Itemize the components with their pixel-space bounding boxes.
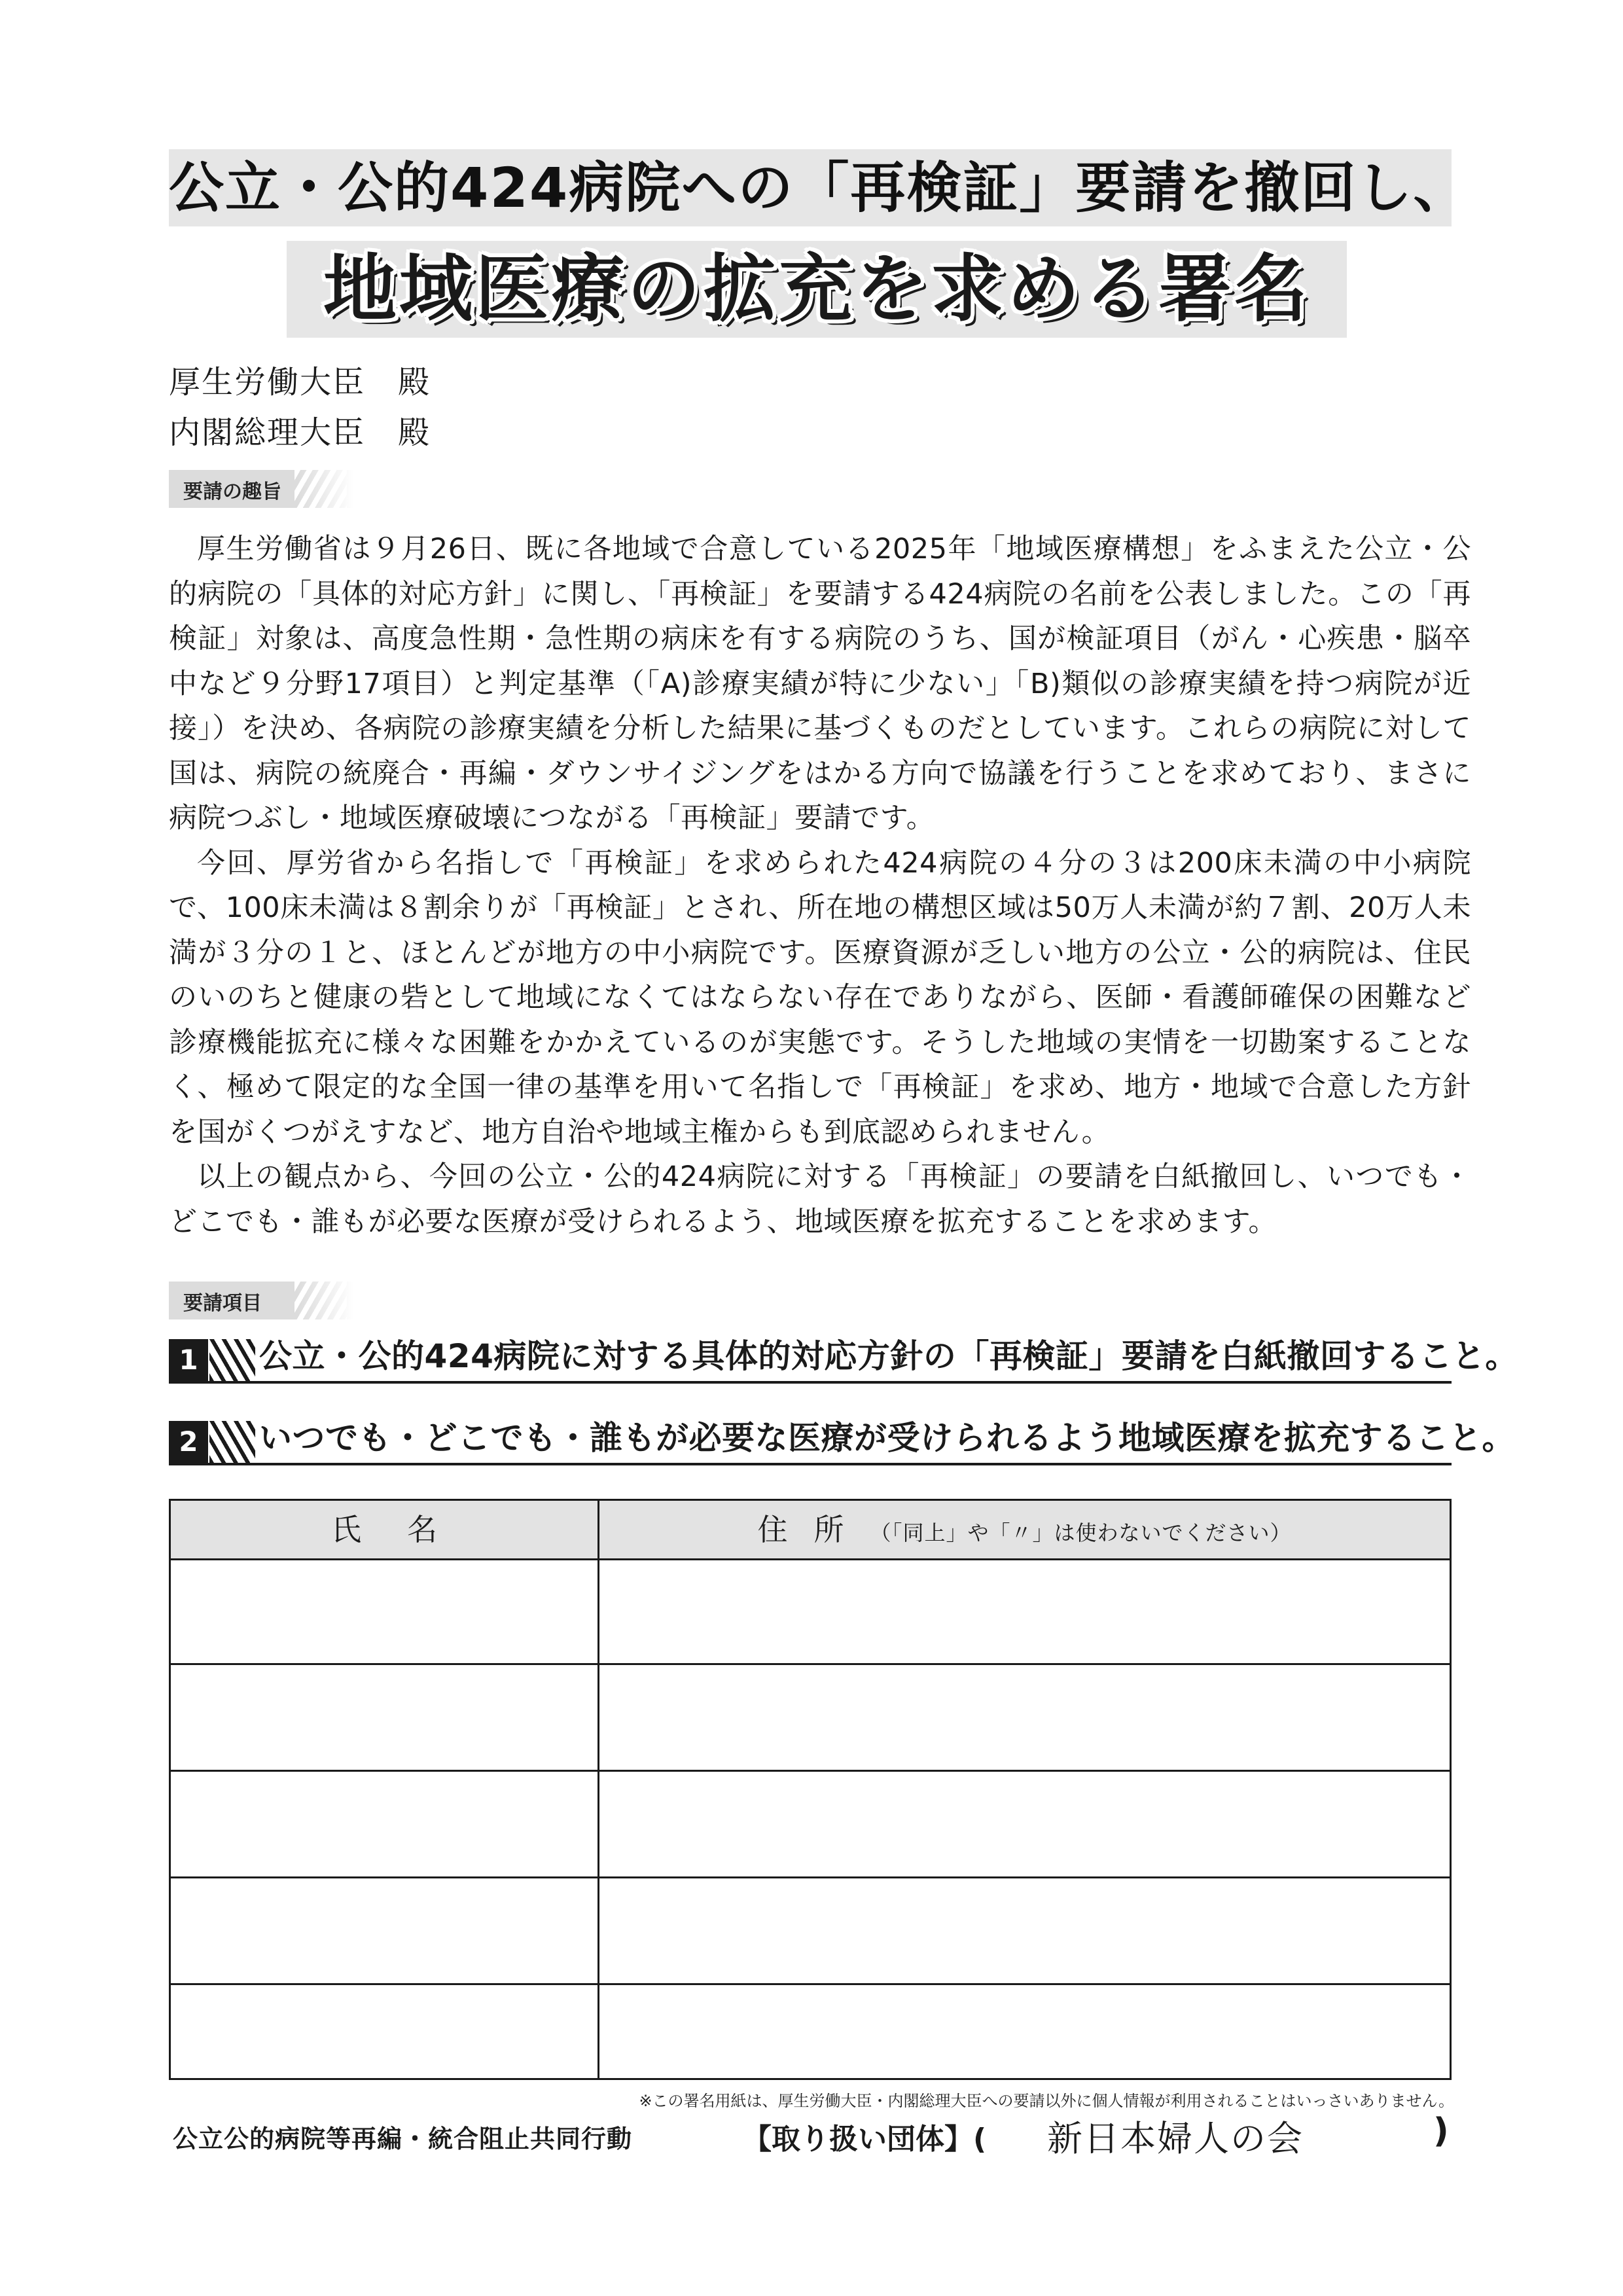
- request-number-2: 2: [169, 1421, 208, 1463]
- handler-organization: 新日本婦人の会: [1047, 2118, 1304, 2159]
- addressee-prime-minister: 内閣総理大臣 殿: [169, 414, 431, 451]
- request-text-1: 公立・公的424病院に対する具体的対応方針の「再検証」要請を白紙撤回すること。: [259, 1337, 1518, 1375]
- handler-label: 【取り扱い団体】(: [743, 2123, 987, 2156]
- signature-row[interactable]: [171, 1985, 1450, 2090]
- request-item-2: [169, 1410, 1515, 1465]
- purpose-body: [169, 527, 1471, 1244]
- signature-table-header: [171, 1501, 1450, 1560]
- requests-tag-label: 要請項目: [183, 1292, 262, 1315]
- purpose-section-tag: [169, 470, 353, 508]
- signature-row[interactable]: [171, 1772, 1450, 1878]
- request-number-1: 1: [169, 1339, 208, 1381]
- title-line-1: 公立・公的424病院への「再検証」要請を撤回し、: [169, 149, 1452, 226]
- title-block: [169, 149, 1470, 332]
- tag-stripes: [294, 470, 347, 508]
- purpose-paragraph-1: 厚生労働省は９月26日、既に各地域で合意している2025年「地域医療構想」をふまえた公立・公的病院の「具体的対応方針」に関し、「再検証」を要請する424病院の名前を公表しました。この「再検証」対象は、高度急性期・急性期の病床を有する病院のうち、国が検証項目（がん・心疾患・脳卒中など９分野17項目）と判定基準（「A)診療実績が特に少ない」「B)類似の診療実績を持つ病院が近接」）を決め、各病院の診療実績を分析した結果に基づくものだとしています。これらの病院に対して国は、病院の統廃合・再編・ダウンサイジングをはかる方向で協議を行うことを求めており、まさに病院つぶし・地域医療破壊につながる「再検証」要請です。: [169, 533, 1471, 834]
- signature-row[interactable]: [171, 1558, 1450, 1665]
- campaign-name: 公立公的病院等再編・統合阻止共同行動: [173, 2125, 633, 2153]
- signature-row[interactable]: [171, 1665, 1450, 1772]
- address-column-header: [599, 1501, 1450, 1558]
- requests-section-tag: [169, 1282, 353, 1319]
- tag-stripes: [294, 1282, 347, 1319]
- slash-decoration: [209, 1421, 255, 1463]
- handler-close-paren: ): [1433, 2111, 1449, 2151]
- signature-table: [169, 1499, 1452, 2080]
- request-item-1: [169, 1329, 1518, 1384]
- title-line-2: 地域医療の拡充を求める署名: [323, 247, 1310, 332]
- request-text-2: いつでも・どこでも・誰もが必要な医療が受けられるよう地域医療を拡充すること。: [259, 1419, 1515, 1457]
- title-line-2-box: [287, 241, 1347, 338]
- address-header-note: （「同上」や「〃」は使わないでください）: [870, 1520, 1292, 1545]
- name-column-header: 氏名: [331, 1512, 483, 1547]
- addressee-health-minister: 厚生労働大臣 殿: [169, 364, 431, 401]
- purpose-paragraph-3: 以上の観点から、今回の公立・公的424病院に対する「再検証」の要請を白紙撤回し、いつでも・どこでも・誰もが必要な医療が受けられるよう、地域医療を拡充することを求めます。: [169, 1160, 1471, 1238]
- purpose-tag-label: 要請の趣旨: [183, 480, 281, 503]
- slash-decoration: [209, 1339, 255, 1381]
- signature-row[interactable]: [171, 1878, 1450, 1985]
- address-header-label: 住所: [757, 1512, 870, 1547]
- purpose-paragraph-2: 今回、厚労省から名指しで「再検証」を求められた424病院の４分の３は200床未満の中小病院で、100床未満は８割余りが「再検証」とされ、所在地の構想区域は50万人未満が約７割、20万人未満が３分の１と、ほとんどが地方の中小病院です。医療資源が乏しい地方の公立・公的病院は、住民のいのちと健康の砦として地域になくてはならない存在でありながら、医師・看護師確保の困難など診療機能拡充に様々な困難をかかえているのが実態です。そうした地域の実情を一切勘案することなく、極めて限定的な全国一律の基準を用いて名指しで「再検証」を求め、地方・地域で合意した方針を国がくつがえすなど、地方自治や地域主権からも到底認められません。: [169, 846, 1471, 1149]
- privacy-note: ※この署名用紙は、厚生労働大臣・内閣総理大臣への要請以外に個人情報が利用されることはいっさいありません。: [639, 2092, 1454, 2110]
